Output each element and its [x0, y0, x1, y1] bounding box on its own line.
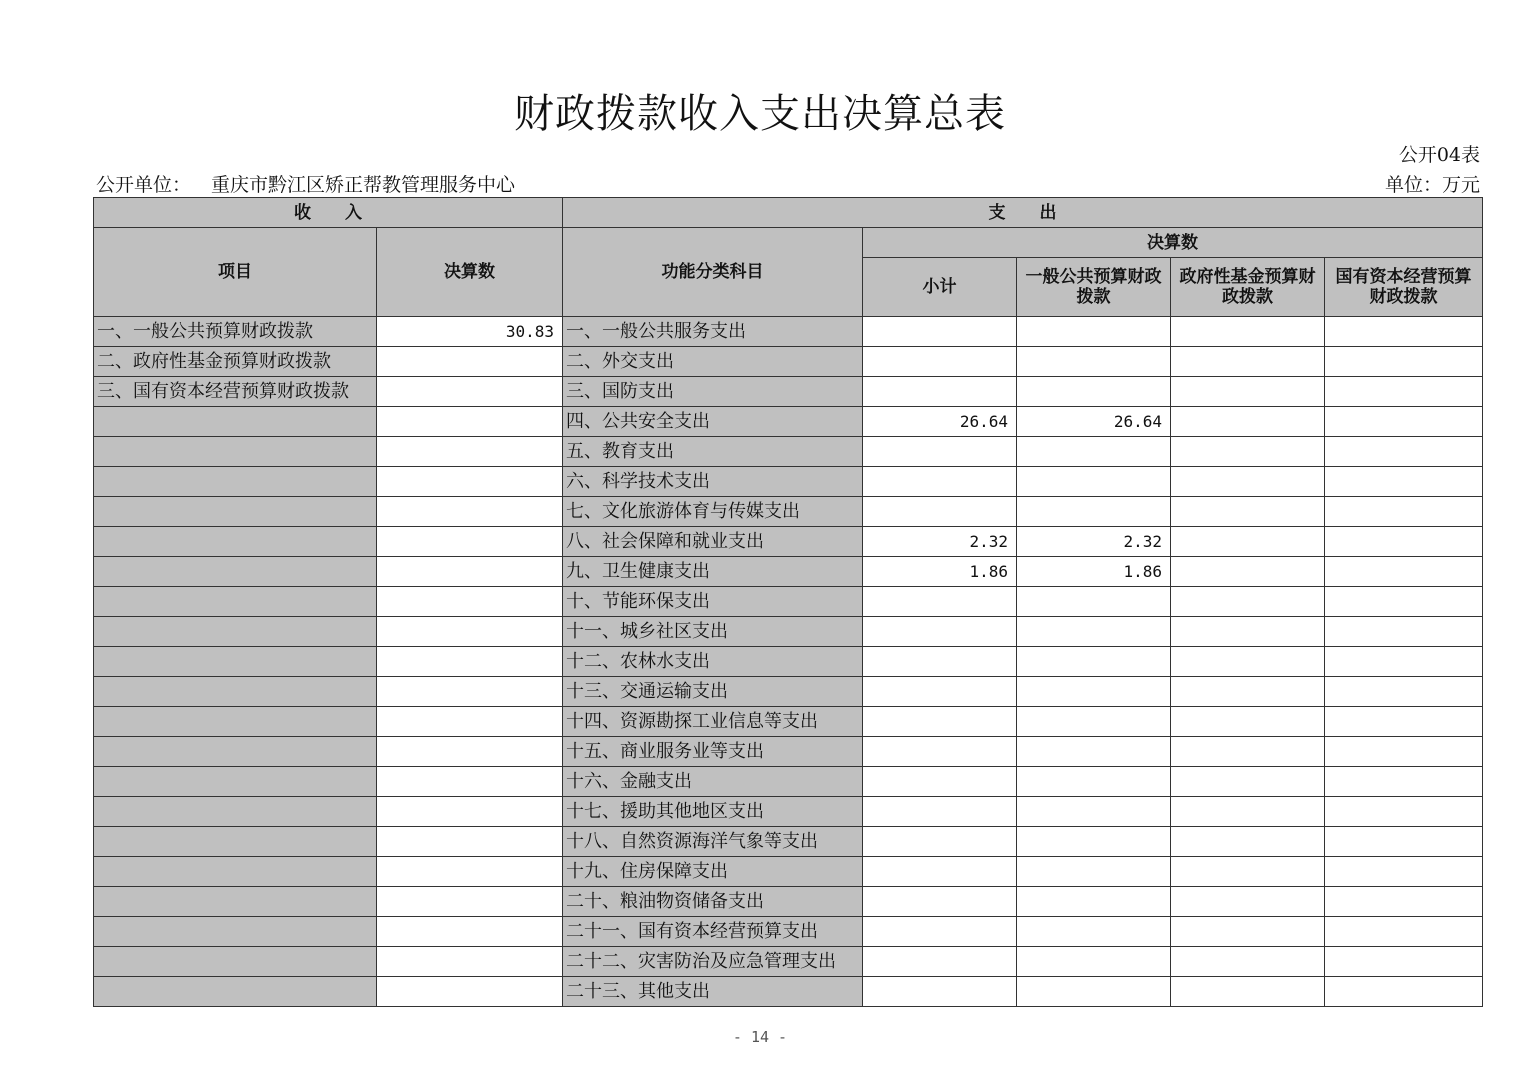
amount-header: 决算数 [377, 228, 563, 317]
expense-general-cell [1017, 977, 1171, 1007]
expense-capital-cell [1325, 677, 1483, 707]
expense-capital-cell [1325, 617, 1483, 647]
income-item-cell: 一、一般公共预算财政拨款 [94, 317, 377, 347]
income-item-cell [94, 407, 377, 437]
income-amount-cell [377, 767, 563, 797]
gov-fund-header: 政府性基金预算财政拨款 [1171, 258, 1325, 317]
expense-category-cell: 五、教育支出 [563, 437, 863, 467]
expense-fund-cell [1171, 647, 1325, 677]
income-item-cell: 三、国有资本经营预算财政拨款 [94, 377, 377, 407]
expense-subtotal-cell [863, 587, 1017, 617]
table-row [94, 767, 1483, 797]
expense-subtotal-cell [863, 887, 1017, 917]
expense-subtotal-cell [863, 707, 1017, 737]
table-row [94, 707, 1483, 737]
income-item-cell [94, 917, 377, 947]
expense-category-cell: 十、节能环保支出 [563, 587, 863, 617]
income-item-cell [94, 647, 377, 677]
income-amount-cell [377, 887, 563, 917]
expense-fund-cell [1171, 887, 1325, 917]
table-row [94, 737, 1483, 767]
expense-header: 支 出 [563, 198, 1483, 228]
income-item-cell [94, 677, 377, 707]
table-row [94, 677, 1483, 707]
expense-general-cell [1017, 497, 1171, 527]
income-amount-cell [377, 947, 563, 977]
item-header: 项目 [94, 228, 377, 317]
expense-fund-cell [1171, 917, 1325, 947]
expense-category-cell: 十三、交通运输支出 [563, 677, 863, 707]
func-category-header: 功能分类科目 [563, 228, 863, 317]
table-row [94, 587, 1483, 617]
expense-subtotal-cell [863, 617, 1017, 647]
income-amount-cell [377, 377, 563, 407]
expense-category-cell: 九、卫生健康支出 [563, 557, 863, 587]
expense-category-cell: 一、一般公共服务支出 [563, 317, 863, 347]
expense-subtotal-cell [863, 647, 1017, 677]
income-item-cell [94, 887, 377, 917]
expense-category-cell: 二十、粮油物资储备支出 [563, 887, 863, 917]
income-item-cell [94, 437, 377, 467]
expense-subtotal-cell [863, 437, 1017, 467]
table-body [94, 317, 1483, 1007]
expense-subtotal-cell: 2.32 [863, 527, 1017, 557]
expense-fund-cell [1171, 677, 1325, 707]
expense-subtotal-cell [863, 977, 1017, 1007]
org-line [96, 170, 515, 197]
expense-capital-cell [1325, 587, 1483, 617]
income-amount-cell [377, 437, 563, 467]
expense-general-cell [1017, 647, 1171, 677]
expense-capital-cell [1325, 857, 1483, 887]
expense-general-cell [1017, 737, 1171, 767]
income-item-cell [94, 467, 377, 497]
expense-category-cell: 十一、城乡社区支出 [563, 617, 863, 647]
income-amount-cell [377, 527, 563, 557]
expense-subtotal-cell [863, 797, 1017, 827]
expense-subtotal-cell [863, 857, 1017, 887]
expense-fund-cell [1171, 557, 1325, 587]
expense-general-cell [1017, 347, 1171, 377]
expense-fund-cell [1171, 377, 1325, 407]
expense-fund-cell [1171, 947, 1325, 977]
expense-category-cell: 八、社会保障和就业支出 [563, 527, 863, 557]
table-row [94, 407, 1483, 437]
expense-capital-cell [1325, 527, 1483, 557]
expense-general-cell [1017, 947, 1171, 977]
income-amount-cell [377, 737, 563, 767]
expense-fund-cell [1171, 467, 1325, 497]
table-row [94, 617, 1483, 647]
expense-subtotal-cell [863, 827, 1017, 857]
expense-fund-cell [1171, 497, 1325, 527]
expense-fund-cell [1171, 347, 1325, 377]
income-item-cell [94, 767, 377, 797]
expense-capital-cell [1325, 947, 1483, 977]
expense-general-cell [1017, 467, 1171, 497]
income-amount-cell [377, 647, 563, 677]
fiscal-summary-table [93, 197, 1483, 1007]
org-label: 公开单位： [96, 174, 192, 196]
expense-fund-cell [1171, 857, 1325, 887]
table-row [94, 887, 1483, 917]
expense-capital-cell [1325, 797, 1483, 827]
table-row [94, 317, 1483, 347]
income-item-cell [94, 527, 377, 557]
income-amount-cell [377, 617, 563, 647]
state-capital-header: 国有资本经营预算财政拨款 [1325, 258, 1483, 317]
expense-category-cell: 十四、资源勘探工业信息等支出 [563, 707, 863, 737]
expense-subtotal-cell [863, 377, 1017, 407]
table-row [94, 377, 1483, 407]
income-amount-cell [377, 977, 563, 1007]
expense-fund-cell [1171, 797, 1325, 827]
expense-general-cell [1017, 767, 1171, 797]
income-amount-cell [377, 347, 563, 377]
income-item-cell [94, 797, 377, 827]
expense-category-cell: 十九、住房保障支出 [563, 857, 863, 887]
expense-general-cell [1017, 887, 1171, 917]
expense-general-cell: 2.32 [1017, 527, 1171, 557]
expense-capital-cell [1325, 347, 1483, 377]
subtotal-header: 小计 [863, 258, 1017, 317]
expense-general-cell [1017, 857, 1171, 887]
income-amount-cell [377, 797, 563, 827]
expense-capital-cell [1325, 377, 1483, 407]
expense-capital-cell [1325, 827, 1483, 857]
table-row [94, 857, 1483, 887]
expense-general-cell [1017, 917, 1171, 947]
table-row [94, 977, 1483, 1007]
expense-fund-cell [1171, 827, 1325, 857]
expense-category-cell: 十六、金融支出 [563, 767, 863, 797]
expense-subtotal-cell [863, 737, 1017, 767]
expense-category-cell: 十二、农林水支出 [563, 647, 863, 677]
expense-fund-cell [1171, 317, 1325, 347]
expense-capital-cell [1325, 317, 1483, 347]
expense-subtotal-cell [863, 947, 1017, 977]
income-amount-cell: 30.83 [377, 317, 563, 347]
income-item-cell: 二、政府性基金预算财政拨款 [94, 347, 377, 377]
expense-capital-cell [1325, 917, 1483, 947]
org-name: 重庆市黔江区矫正帮教管理服务中心 [211, 174, 516, 196]
income-amount-cell [377, 467, 563, 497]
income-item-cell [94, 737, 377, 767]
expense-capital-cell [1325, 437, 1483, 467]
income-amount-cell [377, 587, 563, 617]
expense-capital-cell [1325, 557, 1483, 587]
expense-capital-cell [1325, 977, 1483, 1007]
expense-general-cell [1017, 797, 1171, 827]
expense-subtotal-cell [863, 347, 1017, 377]
income-item-cell [94, 827, 377, 857]
expense-general-cell [1017, 437, 1171, 467]
expense-general-cell [1017, 707, 1171, 737]
expense-subtotal-cell [863, 497, 1017, 527]
table-row [94, 557, 1483, 587]
page-number: - 14 - [732, 1028, 788, 1046]
expense-general-cell: 1.86 [1017, 557, 1171, 587]
expense-category-cell: 十七、援助其他地区支出 [563, 797, 863, 827]
income-item-cell [94, 707, 377, 737]
expense-subtotal-cell [863, 677, 1017, 707]
income-item-cell [94, 497, 377, 527]
expense-subtotal-cell [863, 767, 1017, 797]
expense-subtotal-cell [863, 917, 1017, 947]
expense-capital-cell [1325, 767, 1483, 797]
unit-label: 单位：万元 [1384, 174, 1480, 196]
table-row [94, 437, 1483, 467]
expense-capital-cell [1325, 467, 1483, 497]
expense-subtotal-cell [863, 467, 1017, 497]
expense-category-cell: 三、国防支出 [563, 377, 863, 407]
expense-fund-cell [1171, 437, 1325, 467]
expense-capital-cell [1325, 887, 1483, 917]
table-row [94, 797, 1483, 827]
income-amount-cell [377, 827, 563, 857]
expense-capital-cell [1325, 737, 1483, 767]
expense-fund-cell [1171, 587, 1325, 617]
income-item-cell [94, 947, 377, 977]
income-item-cell [94, 977, 377, 1007]
expense-category-cell: 十五、商业服务业等支出 [563, 737, 863, 767]
income-amount-cell [377, 707, 563, 737]
expense-general-cell [1017, 617, 1171, 647]
income-item-cell [94, 557, 377, 587]
expense-fund-cell [1171, 527, 1325, 557]
income-item-cell [94, 587, 377, 617]
expense-category-cell: 四、公共安全支出 [563, 407, 863, 437]
income-header: 收 入 [94, 198, 563, 228]
expense-general-cell [1017, 587, 1171, 617]
income-item-cell [94, 617, 377, 647]
expense-category-cell: 二、外交支出 [563, 347, 863, 377]
general-budget-header: 一般公共预算财政拨款 [1017, 258, 1171, 317]
expense-general-cell [1017, 377, 1171, 407]
income-amount-cell [377, 917, 563, 947]
expense-general-cell: 26.64 [1017, 407, 1171, 437]
table-row [94, 527, 1483, 557]
expense-category-cell: 二十一、国有资本经营预算支出 [563, 917, 863, 947]
final-amount-header: 决算数 [863, 228, 1483, 258]
table-row [94, 917, 1483, 947]
expense-category-cell: 十八、自然资源海洋气象等支出 [563, 827, 863, 857]
expense-capital-cell [1325, 707, 1483, 737]
expense-general-cell [1017, 677, 1171, 707]
table-row [94, 467, 1483, 497]
expense-general-cell [1017, 827, 1171, 857]
expense-fund-cell [1171, 707, 1325, 737]
page-title: 财政拨款收入支出决算总表 [514, 91, 1006, 137]
table-row [94, 947, 1483, 977]
expense-subtotal-cell: 26.64 [863, 407, 1017, 437]
income-amount-cell [377, 407, 563, 437]
income-item-cell [94, 857, 377, 887]
expense-fund-cell [1171, 407, 1325, 437]
expense-fund-cell [1171, 737, 1325, 767]
table-row [94, 347, 1483, 377]
income-amount-cell [377, 857, 563, 887]
expense-category-cell: 二十二、灾害防治及应急管理支出 [563, 947, 863, 977]
table-row [94, 827, 1483, 857]
expense-subtotal-cell: 1.86 [863, 557, 1017, 587]
expense-capital-cell [1325, 497, 1483, 527]
expense-capital-cell [1325, 647, 1483, 677]
expense-fund-cell [1171, 767, 1325, 797]
expense-category-cell: 六、科学技术支出 [563, 467, 863, 497]
income-amount-cell [377, 497, 563, 527]
table-row [94, 497, 1483, 527]
expense-category-cell: 七、文化旅游体育与传媒支出 [563, 497, 863, 527]
expense-category-cell: 二十三、其他支出 [563, 977, 863, 1007]
income-amount-cell [377, 557, 563, 587]
expense-fund-cell [1171, 617, 1325, 647]
expense-general-cell [1017, 317, 1171, 347]
table-code: 公开04表 [1398, 144, 1480, 166]
income-amount-cell [377, 677, 563, 707]
table-row [94, 647, 1483, 677]
expense-subtotal-cell [863, 317, 1017, 347]
expense-capital-cell [1325, 407, 1483, 437]
expense-fund-cell [1171, 977, 1325, 1007]
